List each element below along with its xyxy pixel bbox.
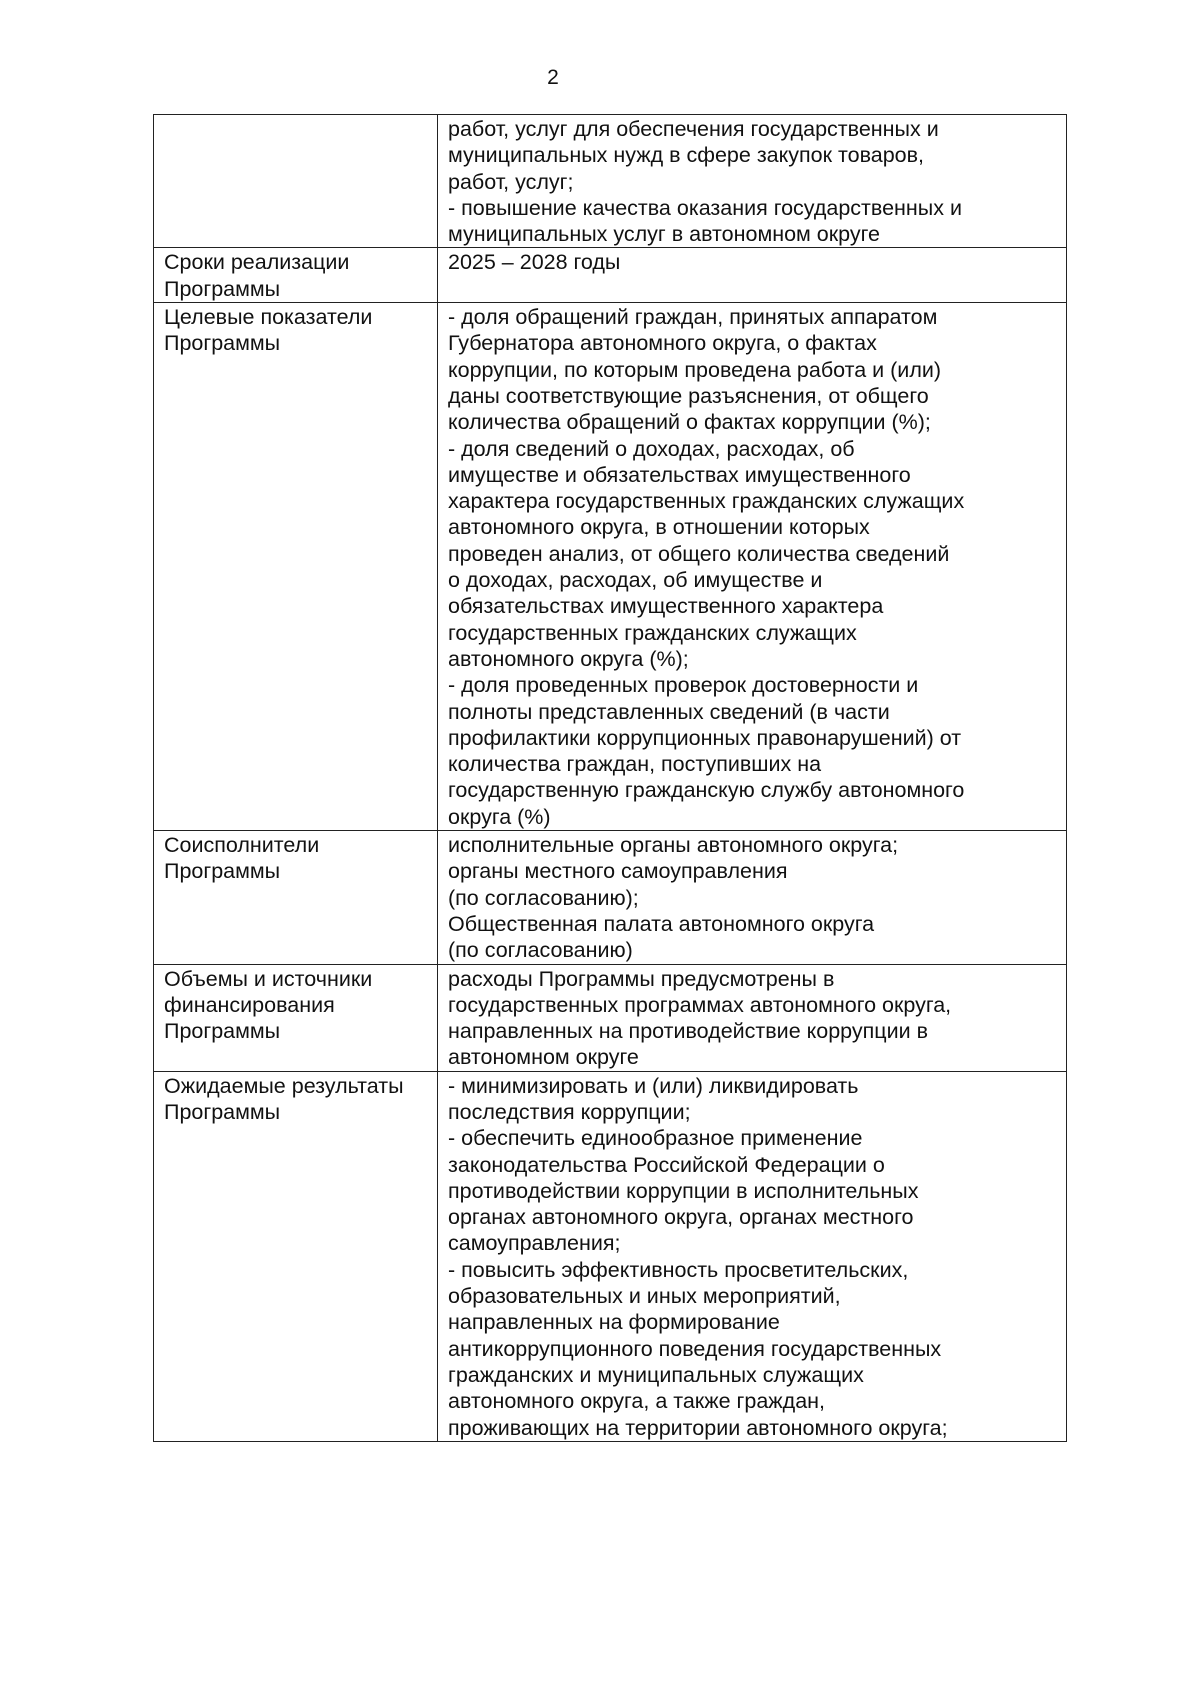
- row-label-cell: Целевые показатели Программы: [154, 303, 438, 831]
- row-value-cell: - минимизировать и (или) ликвидировать последствия коррупции; - обеспечить единообразное применение законодательства Российской Федерации о противодействии коррупции в исполнительных органах автономного округа, органах местного самоуправления; - повысить эффективность просветительских, образовательных и иных мероприятий, направленных на формирование антикоррупционного поведения государственных гражданских и муниципальных служащих автономного округа, а также граждан, проживающих на территории автономного округа;: [438, 1071, 1067, 1441]
- row-value-cell: работ, услуг для обеспечения государственных и муниципальных нужд в сфере закупок товаров, работ, услуг; - повышение качества оказания государственных и муниципальных услуг в автономном округе: [438, 115, 1067, 248]
- row-label-cell: Объемы и источники финансирования Программы: [154, 964, 438, 1071]
- table-row: [154, 303, 1067, 831]
- row-label-cell: [154, 115, 438, 248]
- table-row: [154, 964, 1067, 1071]
- row-label-cell: Сроки реализации Программы: [154, 248, 438, 303]
- row-value-cell: - доля обращений граждан, принятых аппаратом Губернатора автономного округа, о фактах коррупции, по которым проведена работа и (или) даны соответствующие разъяснения, от общего количества обращений о фактах коррупции (%); - доля сведений о доходах, расходах, об имуществе и обязательствах имущественного характера государственных гражданских служащих автономного округа, в отношении которых проведен анализ, от общего количества сведений о доходах, расходах, об имуществе и обязательствах имущественного характера государственных гражданских служащих автономного округа (%); - доля проведенных проверок достоверности и полноты представленных сведений (в части профилактики коррупционных правонарушений) от количества граждан, поступивших на государственную гражданскую службу автономного округа (%): [438, 303, 1067, 831]
- row-label-cell: Соисполнители Программы: [154, 831, 438, 964]
- row-label-cell: Ожидаемые результаты Программы: [154, 1071, 438, 1441]
- table-row: [154, 831, 1067, 964]
- table-row: [154, 1071, 1067, 1441]
- row-value-cell: 2025 – 2028 годы: [438, 248, 1067, 303]
- program-passport-table: [153, 114, 1067, 1442]
- page-number: 2: [547, 66, 559, 89]
- row-value-cell: исполнительные органы автономного округа; органы местного самоуправления (по согласованию); Общественная палата автономного округа (по согласованию): [438, 831, 1067, 964]
- row-value-cell: расходы Программы предусмотрены в государственных программах автономного округа, направленных на противодействие коррупции в автономном округе: [438, 964, 1067, 1071]
- table-row: [154, 115, 1067, 248]
- table-row: [154, 248, 1067, 303]
